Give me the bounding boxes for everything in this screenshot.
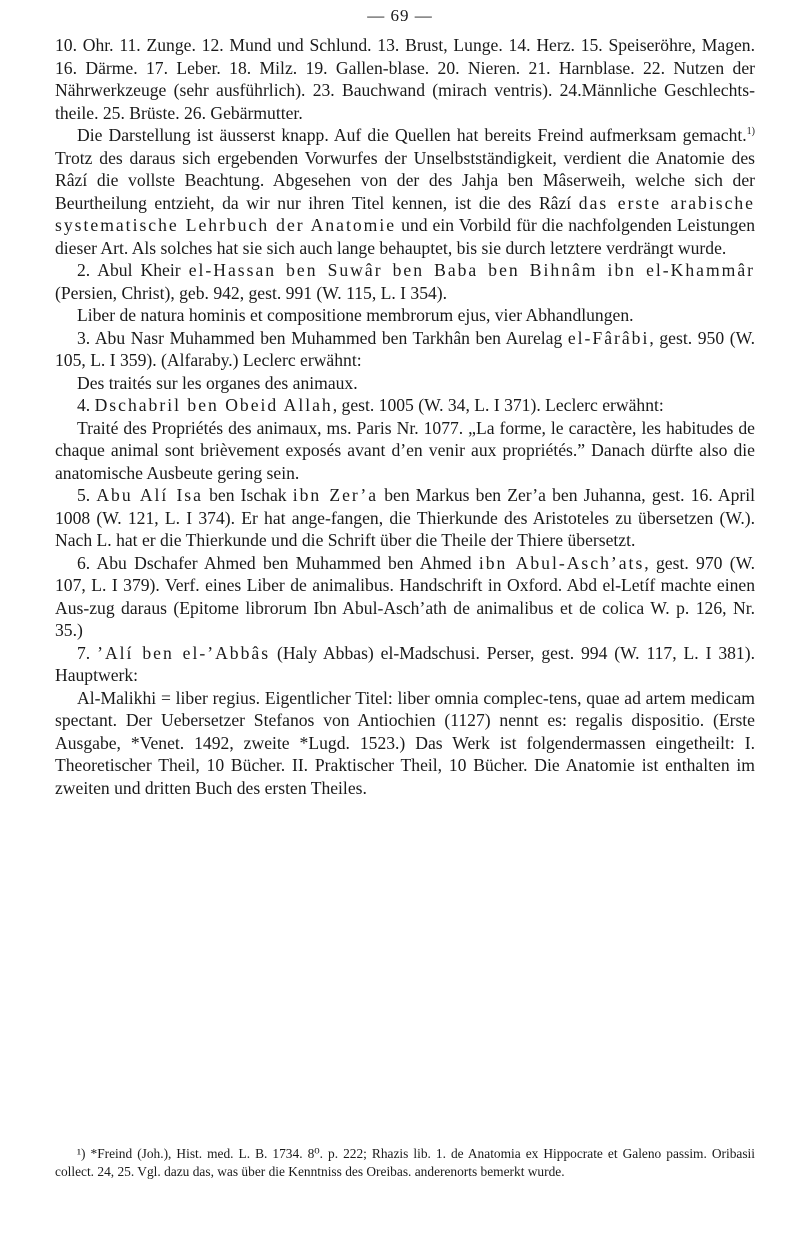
- paragraph-razi-assessment: [55, 124, 755, 259]
- paragraph-text: , gest. 1005 (W. 34, L. I 371). Leclerc erwähnt:: [332, 395, 664, 415]
- author-name: ’Alí ben el-’Abbâs: [97, 642, 271, 663]
- paragraph-text: 5.: [77, 485, 97, 505]
- body-text: [55, 34, 755, 799]
- paragraph-text: Al-Malikhi = liber regius. Eigentlicher Titel: liber omnia complec-tens, quae ad artem medicam spectant. Der Uebersetzer Stefanos von Antiochien (1127) nennt es: regalis dispositio. (Erste Ausgabe, *Venet. 1492, zweite *Lugd. 1523.) Das Werk ist folgendermassen eingetheilt: I. Theoretischer Theil, 10 Bücher. II. Praktischer Theil, 10 Bücher. Die Anatomie ist enthalten im zweiten und dritten Buch des ersten Theiles.: [55, 687, 755, 798]
- entry-6: [55, 552, 755, 642]
- entry-3-work: [55, 372, 755, 395]
- paragraph-text: Die Darstellung ist äusserst knapp. Auf die Quellen hat bereits Freind aufmerksam gemacht.: [77, 125, 747, 145]
- paragraph-text: 4.: [77, 395, 95, 415]
- paragraph-text: 6. Abu Dschafer Ahmed ben Muhammed ben Ahmed: [77, 552, 479, 573]
- footnote-text: *Freind (Joh.), Hist. med. L. B. 1734. 8⁰. p. 222; Rhazis lib. 1. de Anatomia ex Hippocrate et Galeno passim. Oribasii collect. 24, 25. Vgl. dazu das, was über die Kenntniss des Oreibas. anderenorts bemerkt wurde.: [55, 1146, 755, 1179]
- paragraph-text: , gest. 970 (W. 107, L. I 379). Verf. eines Liber de animalibus. Handschrift in Oxford. Abd el-Letíf machte einen Aus-zug daraus (Epitome librorum Ibn Abul-Asch’ath de animalibus et de colica W. p. 126, Nr. 35.): [55, 552, 755, 640]
- entry-5: [55, 484, 755, 552]
- author-name: el-Hassan ben Suwâr ben Baba ben Bihnâm ibn el-Khammâr: [188, 260, 756, 280]
- footnotes: [55, 1145, 755, 1180]
- paragraph-text: und ein Vorbild für die nachfolgenden Leistungen dieser Art. Als solches hat sie sich auch lange behauptet, bis sie durch letztere verdrängt wurde.: [55, 215, 755, 258]
- footnote-1: [55, 1145, 755, 1180]
- paragraph-text: 3. Abu Nasr Muhammed ben Muhammed ben Tarkhân ben Aurelag: [77, 327, 568, 348]
- paragraph-text: 7.: [77, 642, 98, 663]
- paragraph-text: (Haly Abbas) el-Madschusi. Perser, gest. 994 (W. 117, L. I 381). Hauptwerk:: [55, 642, 755, 685]
- author-name: Dschabril ben Obeid Allah: [94, 395, 333, 415]
- paragraph-text: 2. Abul Kheir: [77, 260, 189, 280]
- author-name: ibn Abul-Asch’ats: [478, 552, 645, 573]
- author-name: el-Fârâbi: [567, 327, 650, 348]
- page-number: — 69 —: [367, 6, 433, 25]
- entry-3-heading: [55, 327, 755, 372]
- entry-2-heading: [55, 259, 755, 304]
- entry-2-work: [55, 304, 755, 327]
- entry-7-heading: [55, 642, 755, 687]
- paragraph-text: Trotz des daraus sich ergebenden Vorwurfes der Unselbstständigkeit, verdient die Anatomie des Râzí die vollste Beachtung. Abgesehen von der des Jahja ben Mâserweih, welche sich der Beurtheilung entzieht, da wir nur ihren Titel kennen, ist die des Râzí: [55, 147, 755, 213]
- author-name: ibn Zer’a: [292, 485, 379, 505]
- paragraph-text: (Persien, Christ), geb. 942, gest. 991 (W. 115, L. I 354).: [55, 282, 448, 303]
- footnote-mark: ¹): [77, 1146, 86, 1161]
- spaced-emphasis: das erste arabische systematische Lehrbuch der Anatomie: [55, 192, 755, 235]
- author-name: Abu Alí Isa: [96, 485, 203, 505]
- paragraph-text: Liber de natura hominis et compositione membrorum ejus, vier Abhandlungen.: [77, 305, 634, 325]
- paragraph-text: ben Ischak: [202, 485, 293, 505]
- footnote-marker: 1): [746, 126, 755, 138]
- paragraph-organ-list: [55, 34, 755, 124]
- paragraph-text: Traité des Propriétés des animaux, ms. Paris Nr. 1077. „La forme, le caractère, les habitudes de chaque animal sont brièvement exposés avant d’en venir aux propriétés.” Danach dürfte also die anatomische Ausbeute gering sein.: [55, 417, 755, 483]
- paragraph-text: , gest. 950 (W. 105, L. I 359). (Alfaraby.) Leclerc erwähnt:: [55, 327, 755, 370]
- paragraph-text: Des traités sur les organes des animaux.: [77, 372, 358, 393]
- entry-4-work: [55, 417, 755, 485]
- entry-4-heading: [55, 394, 755, 417]
- paragraph-text: 10. Ohr. 11. Zunge. 12. Mund und Schlund. 13. Brust, Lunge. 14. Herz. 15. Speiseröhre, Magen. 16. Därme. 17. Leber. 18. Milz. 19. Gallen-blase. 20. Nieren. 21. Harnblase. 22. Nutzen der Nährwerkzeuge (sehr ausführlich). 23. Bauchwand (mirach ventris). 24.Männliche Geschlechts-theile. 25. Brüste. 26. Gebärmutter.: [55, 35, 755, 123]
- entry-7-work: [55, 687, 755, 800]
- paragraph-text: ben Markus ben Zer’a ben Juhanna, gest. 16. April 1008 (W. 121, L. I 374). Er hat ange-fangen, die Thierkunde des Aristoteles zu übersetzen (W.). Nach L. hat er die Thierkunde und die Schrift über die Theile der Thiere übersetzt.: [55, 485, 756, 550]
